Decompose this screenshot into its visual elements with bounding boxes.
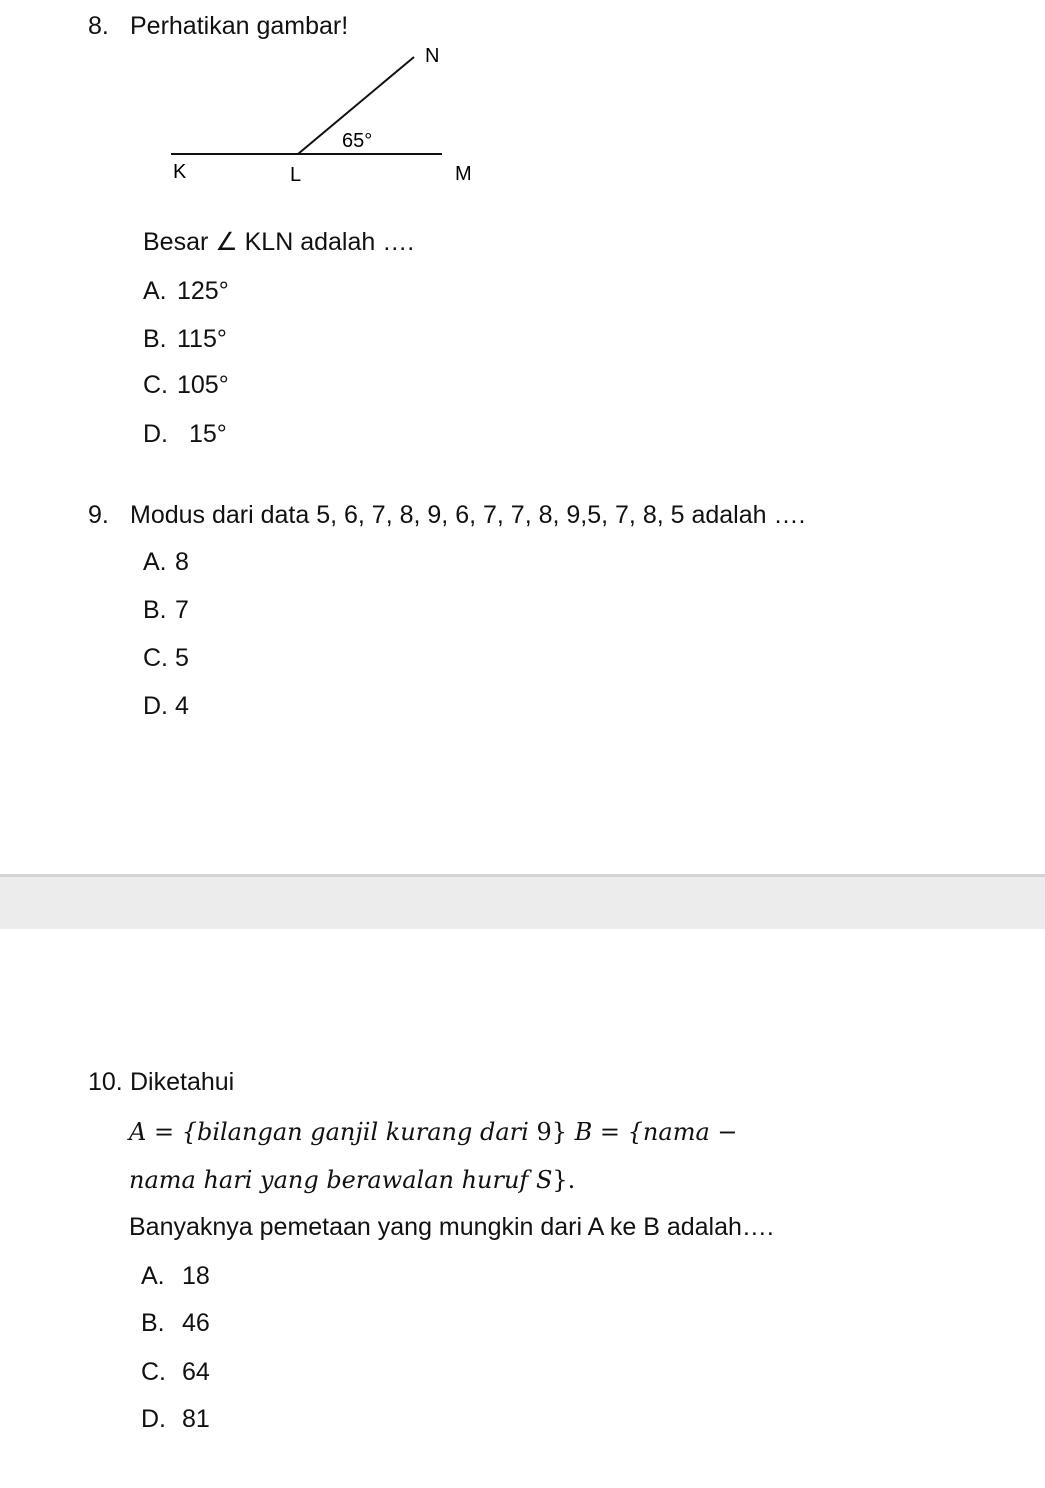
label-n: N xyxy=(425,45,440,67)
q8-option-d-text: 15° xyxy=(189,420,227,448)
set-a-open: A = { xyxy=(129,1118,197,1146)
q8-option-d-letter: D. xyxy=(143,420,168,448)
q10-math-line1 xyxy=(129,1120,738,1144)
q9-option-c-text: 5 xyxy=(175,644,189,672)
q10-option-a-text: 18 xyxy=(182,1262,210,1290)
q10-question: Banyaknya pemetaan yang mungkin dari A ke B adalah…. xyxy=(129,1213,774,1241)
q8-option-a-letter: A. xyxy=(143,277,167,305)
set-b-description-end: nama hari yang berawalan huruf S xyxy=(129,1166,553,1194)
q9-option-d-letter: D. xyxy=(143,692,168,720)
q10-option-a-letter: A. xyxy=(141,1262,165,1290)
q9-question: Modus dari data 5, 6, 7, 8, 9, 6, 7, 7, 8, 9,5, 7, 8, 5 adalah …. xyxy=(130,501,806,529)
q9-option-c-letter: C. xyxy=(143,644,168,672)
label-m: M xyxy=(455,163,472,185)
q8-question: Besar ∠ KLN adalah …. xyxy=(143,228,415,256)
q8-option-b-text: 115° xyxy=(177,325,227,353)
q10-option-d-text: 81 xyxy=(182,1405,210,1433)
q10-option-c-text: 64 xyxy=(182,1358,210,1386)
q8-option-a-text: 125° xyxy=(177,277,229,305)
q8-option-b-letter: B. xyxy=(143,325,167,353)
q9-number: 9. xyxy=(88,501,109,529)
label-l: L xyxy=(290,164,302,186)
page-separator xyxy=(0,877,1045,929)
q10-number: 10. xyxy=(88,1068,123,1096)
q8-title: Perhatikan gambar! xyxy=(130,12,349,40)
q10-option-d-letter: D. xyxy=(141,1405,166,1433)
q10-option-b-text: 46 xyxy=(182,1309,210,1337)
set-b-description-start: nama − xyxy=(642,1118,738,1146)
q9-option-d-text: 4 xyxy=(175,692,189,720)
set-a-close: 9} xyxy=(536,1118,567,1146)
label-k: K xyxy=(173,161,187,183)
q8-option-c-text: 105° xyxy=(177,371,229,399)
q10-option-b-letter: B. xyxy=(141,1309,165,1337)
q8-option-c-letter: C. xyxy=(143,371,168,399)
angle-figure xyxy=(150,40,510,190)
q10-math-line2 xyxy=(129,1168,575,1192)
q10-option-c-letter: C. xyxy=(141,1358,166,1386)
set-a-description: bilangan ganjil kurang dari xyxy=(196,1118,529,1146)
q9-option-b-letter: B. xyxy=(143,596,167,624)
angle-label: 65° xyxy=(342,130,373,152)
q8-number: 8. xyxy=(88,12,109,40)
q10-title: Diketahui xyxy=(130,1068,235,1096)
q9-option-b-text: 7 xyxy=(175,596,189,624)
set-b-close: }. xyxy=(552,1166,576,1194)
set-b-open: B = { xyxy=(574,1118,643,1146)
q9-option-a-text: 8 xyxy=(175,548,189,576)
q9-option-a-letter: A. xyxy=(143,548,167,576)
